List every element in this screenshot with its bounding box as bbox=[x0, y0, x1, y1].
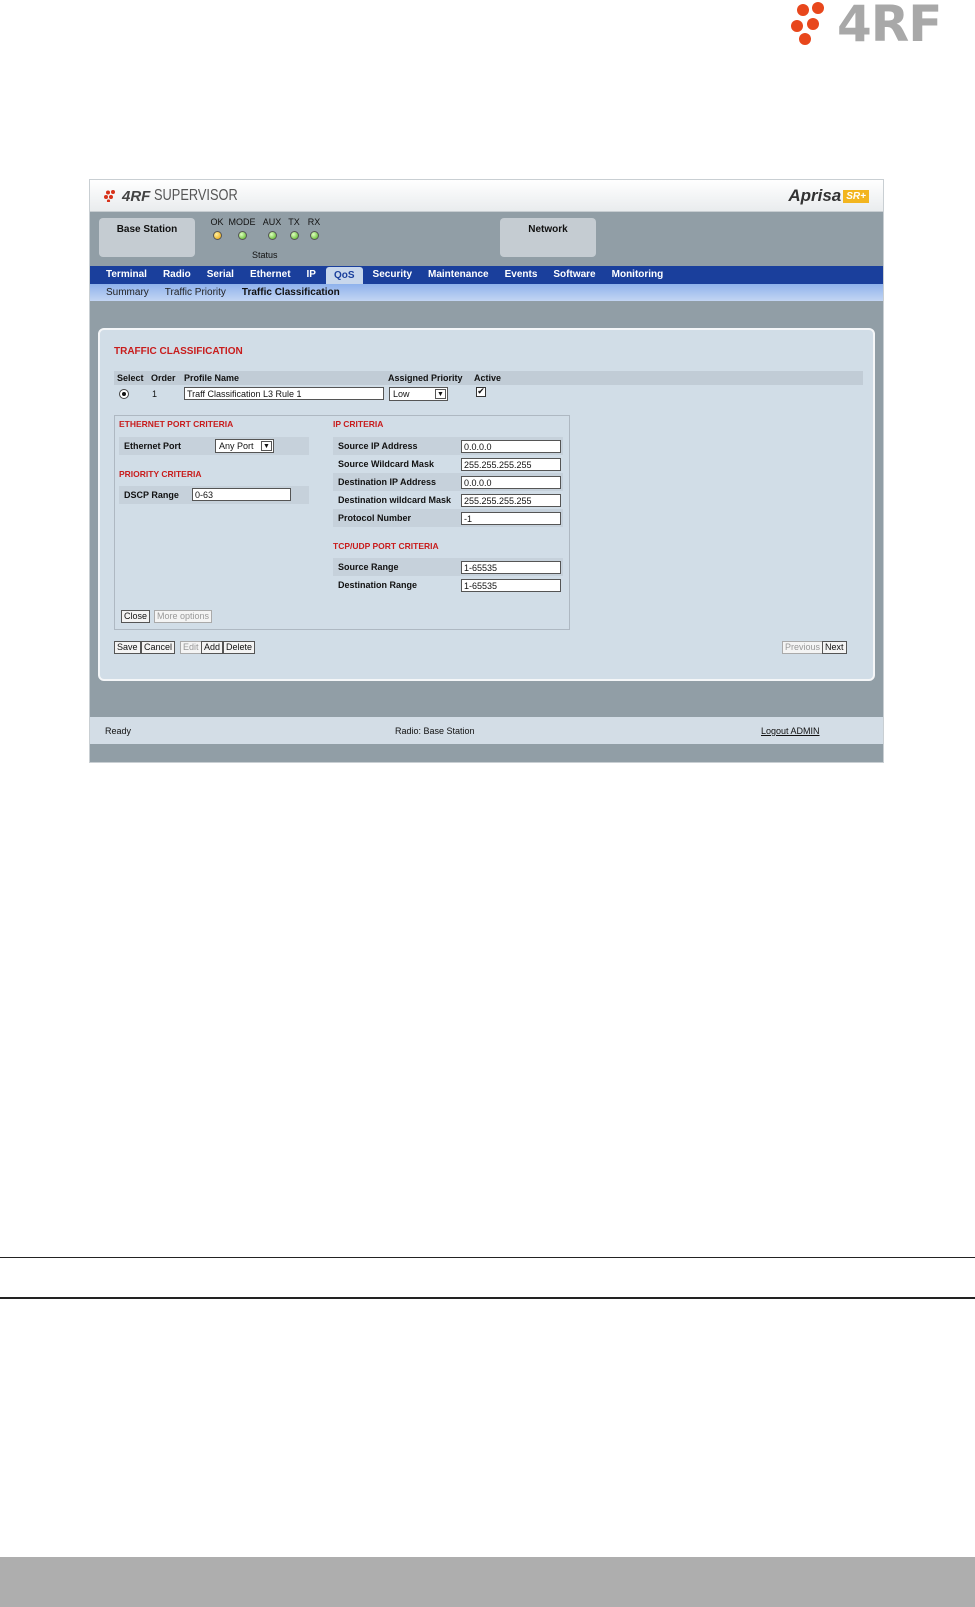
dscp-range-label: DSCP Range bbox=[124, 490, 179, 500]
tab-terminal[interactable]: Terminal bbox=[106, 269, 147, 280]
product-logo bbox=[788, 186, 869, 206]
add-button[interactable]: Add bbox=[201, 641, 223, 654]
active-checkbox[interactable]: ✔ bbox=[477, 387, 485, 397]
led-label: TX bbox=[288, 217, 300, 227]
tab-software[interactable]: Software bbox=[553, 269, 596, 280]
destination-wildcard-label: Destination wildcard Mask bbox=[338, 495, 452, 505]
led-ok bbox=[208, 217, 226, 240]
app-header bbox=[90, 180, 883, 212]
source-wildcard-row bbox=[333, 455, 563, 473]
brand-supervisor: SUPERVISOR bbox=[154, 187, 239, 204]
assigned-priority-select[interactable] bbox=[389, 387, 448, 401]
profile-name-input[interactable]: Traff Classification L3 Rule 1 bbox=[184, 387, 384, 400]
supervisor-window bbox=[89, 179, 884, 763]
destination-range-row bbox=[333, 576, 563, 594]
destination-range-label: Destination Range bbox=[338, 580, 418, 590]
tab-qos[interactable]: QoS bbox=[326, 267, 363, 284]
tcp-udp-criteria-title: TCP/UDP PORT CRITERIA bbox=[333, 541, 439, 551]
more-options-button[interactable]: More options bbox=[154, 610, 212, 623]
status-band bbox=[90, 213, 883, 265]
ethernet-port-label: Ethernet Port bbox=[124, 441, 182, 451]
led-mode bbox=[228, 217, 256, 240]
destination-ip-label: Destination IP Address bbox=[338, 477, 437, 487]
destination-wildcard-input[interactable]: 255.255.255.255 bbox=[461, 494, 561, 507]
brand-4rf: 4RF bbox=[122, 187, 151, 205]
save-button[interactable]: Save bbox=[114, 641, 141, 654]
led-aux-icon bbox=[268, 231, 277, 240]
led-aux bbox=[261, 217, 283, 240]
subtab-summary[interactable]: Summary bbox=[106, 287, 149, 298]
ethernet-port-value: Any Port bbox=[219, 441, 254, 451]
source-ip-label: Source IP Address bbox=[338, 441, 418, 451]
next-button[interactable]: Next bbox=[822, 641, 847, 654]
delete-button[interactable]: Delete bbox=[223, 641, 255, 654]
supervisor-brand bbox=[104, 187, 259, 205]
dscp-range-row bbox=[119, 486, 309, 504]
previous-button[interactable]: Previous bbox=[782, 641, 823, 654]
criteria-box bbox=[114, 415, 570, 630]
source-range-row bbox=[333, 558, 563, 576]
4rf-dots-icon bbox=[791, 2, 835, 46]
status-bar bbox=[90, 717, 883, 744]
ethernet-port-select[interactable] bbox=[215, 439, 274, 453]
table-row bbox=[114, 386, 863, 402]
sub-nav bbox=[90, 284, 883, 301]
led-label: AUX bbox=[262, 217, 282, 227]
ethernet-port-criteria-title: ETHERNET PORT CRITERIA bbox=[119, 419, 234, 429]
tab-monitoring[interactable]: Monitoring bbox=[611, 269, 664, 280]
source-wildcard-label: Source Wildcard Mask bbox=[338, 459, 434, 469]
ethernet-port-row bbox=[119, 437, 309, 455]
source-range-input[interactable]: 1-65535 bbox=[461, 561, 561, 574]
logout-link[interactable]: Logout ADMIN bbox=[761, 726, 820, 736]
status-ready: Ready bbox=[105, 726, 132, 736]
tab-events[interactable]: Events bbox=[504, 269, 538, 280]
assigned-priority-value: Low bbox=[393, 389, 410, 399]
network-box[interactable]: Network bbox=[500, 218, 596, 257]
protocol-number-label: Protocol Number bbox=[338, 513, 412, 523]
main-nav bbox=[90, 266, 883, 284]
page-footer-band bbox=[0, 1557, 975, 1607]
led-ok-icon bbox=[213, 231, 222, 240]
col-profile-name: Profile Name bbox=[184, 373, 240, 383]
led-label: OK bbox=[210, 217, 224, 227]
page-divider bbox=[0, 1257, 975, 1258]
dscp-range-input[interactable]: 0-63 bbox=[192, 488, 291, 501]
chevron-down-icon: ▼ bbox=[435, 389, 446, 399]
subtab-traffic-priority[interactable]: Traffic Priority bbox=[164, 287, 226, 298]
status-label: Status bbox=[252, 250, 278, 260]
page-divider bbox=[0, 1297, 975, 1299]
table-header bbox=[114, 371, 863, 385]
protocol-number-row bbox=[333, 509, 563, 527]
col-select: Select bbox=[117, 373, 144, 383]
logo-wordmark: 4RF bbox=[837, 0, 942, 53]
col-active: Active bbox=[474, 373, 502, 383]
tab-ethernet[interactable]: Ethernet bbox=[249, 269, 291, 280]
traffic-classification-panel bbox=[98, 328, 875, 681]
source-wildcard-input[interactable]: 255.255.255.255 bbox=[461, 458, 561, 471]
tab-ip[interactable]: IP bbox=[306, 269, 316, 280]
chevron-down-icon: ▼ bbox=[261, 441, 272, 451]
source-ip-row bbox=[333, 437, 563, 455]
protocol-number-input[interactable]: -1 bbox=[461, 512, 561, 525]
col-assigned-priority: Assigned Priority bbox=[388, 373, 463, 383]
tab-security[interactable]: Security bbox=[372, 269, 413, 280]
led-rx-icon bbox=[310, 231, 319, 240]
tab-maintenance[interactable]: Maintenance bbox=[428, 269, 489, 280]
row-order: 1 bbox=[152, 389, 158, 399]
close-button[interactable]: Close bbox=[121, 610, 150, 623]
source-range-label: Source Range bbox=[338, 562, 399, 572]
brand-dots-icon bbox=[104, 190, 118, 202]
tab-serial[interactable]: Serial bbox=[206, 269, 234, 280]
destination-ip-input[interactable]: 0.0.0.0 bbox=[461, 476, 561, 489]
row-select-radio[interactable] bbox=[119, 389, 129, 399]
destination-range-input[interactable]: 1-65535 bbox=[461, 579, 561, 592]
destination-ip-row bbox=[333, 473, 563, 491]
edit-button[interactable]: Edit bbox=[180, 641, 202, 654]
station-box[interactable]: Base Station bbox=[99, 218, 195, 257]
document-logo bbox=[791, 0, 969, 53]
led-tx bbox=[285, 217, 303, 240]
led-label: MODE bbox=[228, 217, 256, 227]
led-mode-icon bbox=[238, 231, 247, 240]
product-name: Aprisa bbox=[788, 186, 842, 205]
led-rx bbox=[305, 217, 323, 240]
destination-wildcard-row bbox=[333, 491, 563, 509]
priority-criteria-title: PRIORITY CRITERIA bbox=[119, 469, 202, 479]
source-ip-input[interactable]: 0.0.0.0 bbox=[461, 440, 561, 453]
tab-radio[interactable]: Radio bbox=[162, 269, 191, 280]
led-tx-icon bbox=[290, 231, 299, 240]
col-order: Order bbox=[151, 373, 176, 383]
status-radio: Radio: Base Station bbox=[395, 726, 475, 736]
subtab-traffic-classification[interactable]: Traffic Classification bbox=[241, 287, 340, 298]
ip-criteria-title: IP CRITERIA bbox=[333, 419, 384, 429]
panel-title: TRAFFIC CLASSIFICATION bbox=[114, 346, 243, 357]
led-label: RX bbox=[307, 217, 321, 227]
product-badge: SR+ bbox=[843, 190, 869, 203]
cancel-button[interactable]: Cancel bbox=[141, 641, 175, 654]
